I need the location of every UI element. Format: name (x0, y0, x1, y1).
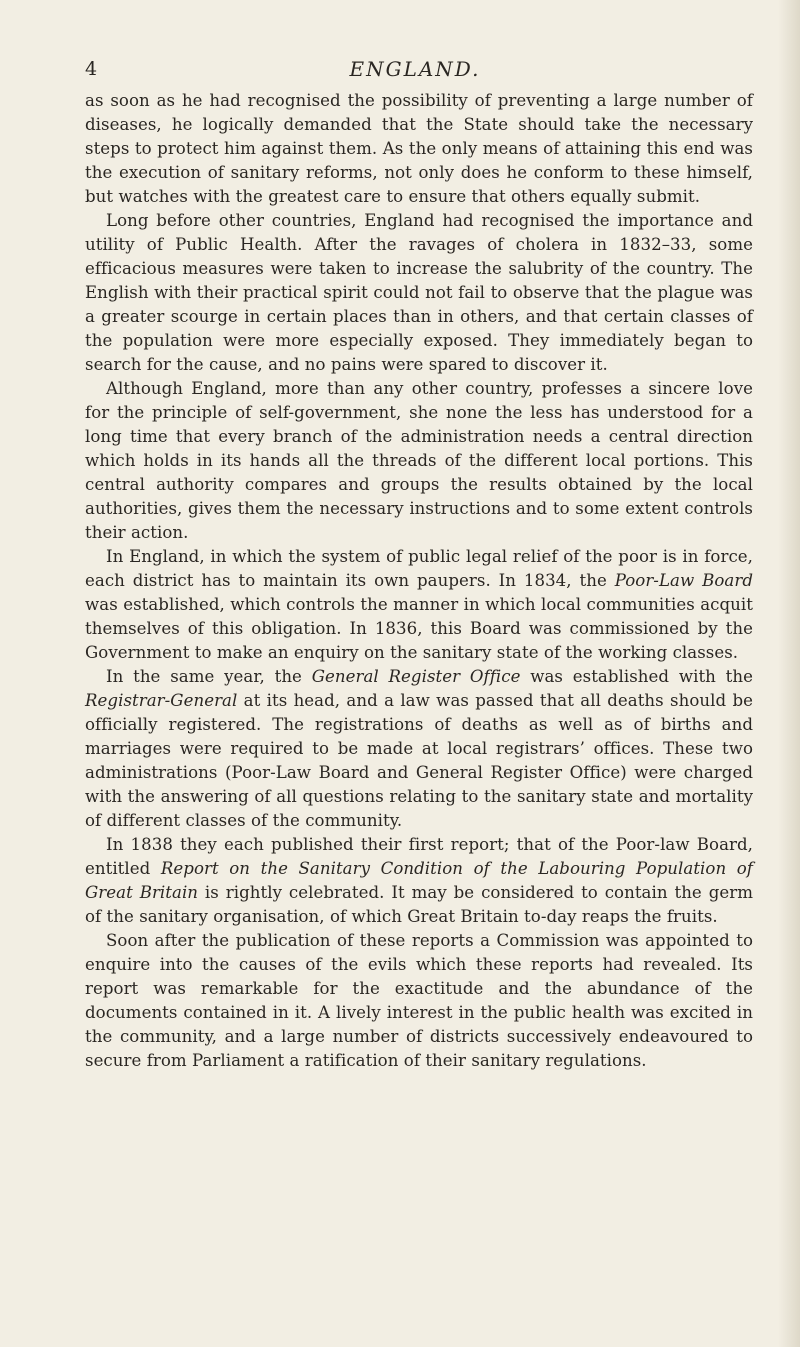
page-edge-shadow (778, 0, 800, 1347)
text-run: as soon as he had recognised the possibility of preventing a large number of diseases, he logically demanded that the State should take the necessary steps to protect him against them. As the only means of attaining this end was the execution of sanitary reforms, not only does he conform to these himself, but watches with the greatest care to ensure that others equally submit. (85, 91, 753, 206)
paragraph-commission (85, 929, 753, 1073)
body-text (85, 89, 753, 1073)
italic-title: Registrar-General (85, 691, 238, 710)
text-run: was established, which controls the manner in which local communities acquit themselves of this obligation. In 1836, this Board was commissioned by the Government to make an enquiry on the sanitary state of the working classes. (85, 595, 753, 662)
text-run: was established with the (520, 667, 753, 686)
text-run: Soon after the publication of these reports a Commission was appointed to enquire into the causes of the evils which these reports had revealed. Its report was remarkable for the exactitude and the abundance of the documents contained in it. A lively interest in the public health was excited in the community, and a large number of districts successively endeavoured to secure from Parliament a ratification of their sanitary regulations. (85, 931, 753, 1070)
italic-title: General Register Office (311, 667, 521, 686)
paragraph-register-office (85, 665, 753, 833)
page-number: 4 (85, 58, 98, 80)
italic-title: Poor-Law Board (614, 571, 753, 590)
paragraph-first-report (85, 833, 753, 929)
text-run: In the same year, the (106, 667, 312, 686)
text-run: In 1838 they each published their first report; that of the Poor-law Board, entitled (85, 835, 753, 878)
text-run: Long before other countries, England had recognised the importance and utility of Public Health. After the ravages of cholera in 1832–33, some efficacious measures were taken to increase the salubrity of the country. The English with their practical spirit could not fail to observe that the plague was a greater scourge in certain places than in others, and that certain classes of the population were more especially exposed. They immediately began to search for the cause, and no pains were spared to discover it. (85, 211, 753, 374)
running-title: ENGLAND. (349, 57, 481, 81)
paragraph-poor-law-board (85, 545, 753, 665)
paragraph-public-health (85, 209, 753, 377)
text-run: at its head, and a law was passed that all deaths should be officially registered. The registrations of deaths as well as of births and marriages were required to be made at local registrars’ offices. These two administrations (Poor-Law Board and General Register Office) were charged with the answering of all questions relating to the sanitary state and mortality of different classes of the community. (85, 691, 753, 830)
text-run: In England, in which the system of public legal relief of the poor is in force, each district has to maintain its own paupers. In 1834, the (85, 547, 753, 590)
page-header (85, 58, 745, 84)
paragraph-self-government (85, 377, 753, 545)
text-run: is rightly celebrated. It may be considered to contain the germ of the sanitary organisation, of which Great Britain to-day reaps the fruits. (85, 883, 753, 926)
text-run: Although England, more than any other country, professes a sincere love for the principle of self-government, she none the less has understood for a long time that every branch of the administration needs a central direction which holds in its hands all the threads of the different local portions. This central authority compares and groups the results obtained by the local authorities, gives them the necessary instructions and to some extent controls their action. (85, 379, 753, 542)
italic-title: Report on the Sanitary Condition of the Labouring Population of Great Britain (85, 859, 753, 902)
paragraph-continuation (85, 89, 753, 209)
